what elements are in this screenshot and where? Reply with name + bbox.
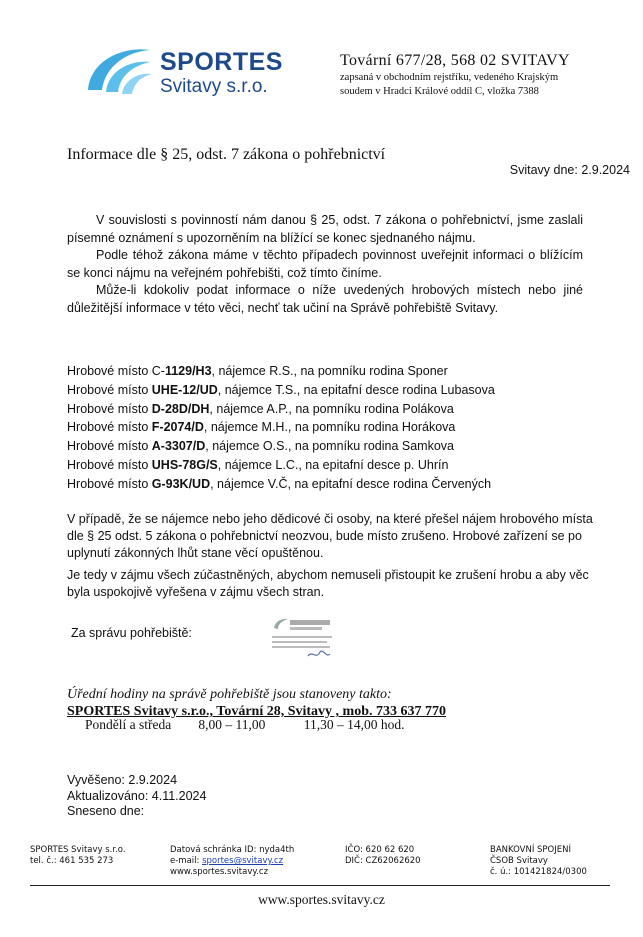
paragraph: Podle téhož zákona máme v těchto případech povinnost uveřejnit informaci o blížícím se konci nájmu na veřejném pohřebišti, což tímto činíme. (67, 248, 583, 280)
posting-info (67, 773, 206, 820)
company-address: Tovární 677/28, 568 02 SVITAVY (340, 52, 570, 69)
note-paragraph: Je tedy v zájmu všech zúčastněných, abychom nemuseli přistoupit ke zrušení hrobu a aby věc byla uspokojivě vyřešena v zájmu všech stran. (67, 568, 589, 599)
office-slot-2: 11,30 – 14,00 hod. (303, 717, 405, 732)
grave-item: Hrobové místo UHS-78G/S, nájemce L.C., na epitafní desce p. Uhrín (67, 457, 449, 472)
grave-list (67, 362, 495, 494)
office-hours (67, 686, 446, 720)
email-link[interactable]: sportes@svitavy.cz (202, 856, 284, 866)
office-hours-row (85, 717, 405, 733)
removed-date: Sneseno dne: (67, 804, 145, 818)
note-paragraph: V případě, že se nájemce nebo jeho dědicové či osoby, na které přešel nájem hrobového místa dle § 25 odst. 5 zákona o pohřebnictví neozvou, bude místo zrušeno. Hrobové zařízení se po uplynutí zákonných lhůt stane věcí opuštěnou. (67, 512, 593, 560)
posted-date: Vyvěšeno: 2.9.2024 (67, 773, 178, 787)
document-title: Informace dle § 25, odst. 7 zákona o pohřebnictví (67, 146, 386, 163)
footer-contact: Datová schránka ID: nyda4th e-mail: sportes@svitavy.cz www.sportes.svitavy.cz (170, 845, 295, 877)
grave-item: Hrobové místo D-28D/DH, nájemce A.P., na pomníku rodina Polákova (67, 401, 454, 416)
paragraph: V souvislosti s povinností nám danou § 25, odst. 7 zákona o pohřebnictví, jsme zaslali písemné oznámení s upozorněním na blížící se konec sjednaného nájmu. (67, 213, 583, 245)
intro-paragraphs (67, 212, 583, 317)
paragraph: Může-li kdokoliv podat informace o níže uvedených hrobových místech nebo jiné důležitější informace v této věci, nechť tak učiní na Správě pohřebiště Svitavy. (67, 283, 583, 315)
updated-date: Aktualizováno: 4.11.2024 (67, 788, 207, 803)
footer-company: SPORTES Svitavy s.r.o. tel. č.: 461 535 273 (30, 845, 126, 866)
grave-item: Hrobové místo C-1129/H3, nájemce R.S., na pomníku rodina Sponer (67, 364, 448, 378)
website-link[interactable]: www.sportes.svitavy.cz (170, 867, 269, 877)
grave-item: Hrobové místo UHE-12/UD, nájemce T.S., na epitafní desce rodina Lubasova (67, 382, 495, 397)
document-date: Svitavy dne: 2.9.2024 (509, 163, 630, 177)
grave-item: Hrobové místo G-93K/UD, nájemce V.Č, na epitafní desce rodina Červených (67, 476, 492, 491)
stamp-icon (268, 616, 338, 664)
office-days: Pondělí a středa (85, 717, 172, 732)
grave-item: Hrobové místo F-2074/D, nájemce M.H., na pomníku rodina Horákova (67, 420, 456, 435)
signature-label: Za správu pohřebiště: (71, 626, 192, 640)
office-slot-1: 8,00 – 11,00 (198, 717, 266, 732)
footer-website[interactable]: www.sportes.svitavy.cz (258, 892, 385, 907)
logo-sub: Svitavy s.r.o. (160, 76, 268, 97)
company-registration: zapsaná v obchodním rejstříku, vedeného Krajským soudem v Hradci Králové oddíl C, vložka 7388 (340, 72, 559, 97)
footer-divider (30, 885, 610, 886)
footer-ids: IČO: 620 62 620 DIČ: CZ62062620 (345, 845, 421, 866)
logo-name: SPORTES (160, 48, 283, 76)
office-intro: Úřední hodiny na správě pohřebiště jsou stanoveny takto: (67, 687, 392, 702)
grave-item: Hrobové místo A-3307/D, nájemce O.S., na pomníku rodina Samkova (67, 439, 455, 454)
footer-bank: BANKOVNÍ SPOJENÍ ČSOB Svitavy č. ú.: 101421824/0300 (490, 845, 587, 877)
office-contact: SPORTES Svitavy s.r.o., Tovární 28, Svitavy , mob. 733 637 770 (67, 704, 446, 719)
